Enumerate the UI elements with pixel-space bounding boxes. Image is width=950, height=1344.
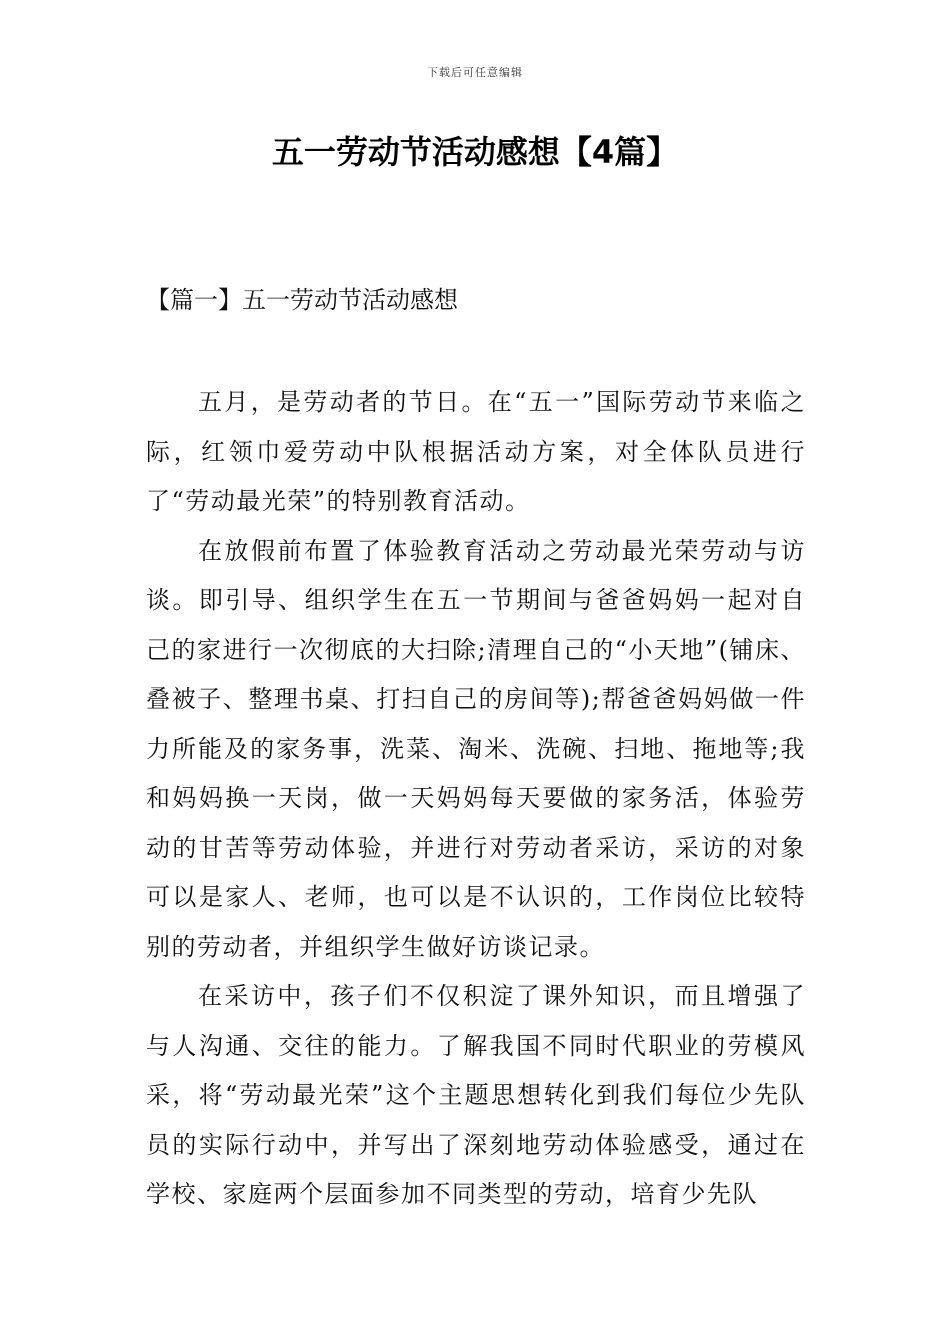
- header-note: 下载后可任意编辑: [427, 66, 523, 79]
- paragraph: 五月，是劳动者的节日。在“五一”国际劳动节来临之际，红领巾爱劳动中队根据活动方案，对全体队员进行了“劳动最光荣”的特别教育活动。: [146, 388, 806, 515]
- paragraph: 在放假前布置了体验教育活动之劳动最光荣劳动与访谈。即引导、组织学生在五一节期间与爸爸妈妈一起对自己的家进行一次彻底的大扫除;清理自己的“小天地”(铺床、叠被子、整理书桌、打扫自己的房间等);帮爸爸妈妈做一件力所能及的家务事，洗菜、淘米、洗碗、扫地、拖地等;我和妈妈换一天岗，做一天妈妈每天要做的家务活，体验劳动的甘苦等劳动体验，并进行对劳动者采访，采访的对象可以是家人、老师，也可以是不认识的，工作岗位比较特别的劳动者，并组织学生做好访谈记录。: [146, 536, 806, 961]
- body-text: [146, 378, 806, 1220]
- section-heading: 【篇一】五一劳动节活动感想: [146, 286, 458, 314]
- document-title: 五一劳动节活动感想【4篇】: [271, 133, 679, 171]
- paragraph: 在采访中，孩子们不仅积淀了课外知识，而且增强了与人沟通、交往的能力。了解我国不同时代职业的劳模风采，将“劳动最光荣”这个主题思想转化到我们每位少先队员的实际行动中，并写出了深刻地劳动体验感受，通过在学校、家庭两个层面参加不同类型的劳动，培育少先队: [146, 982, 806, 1208]
